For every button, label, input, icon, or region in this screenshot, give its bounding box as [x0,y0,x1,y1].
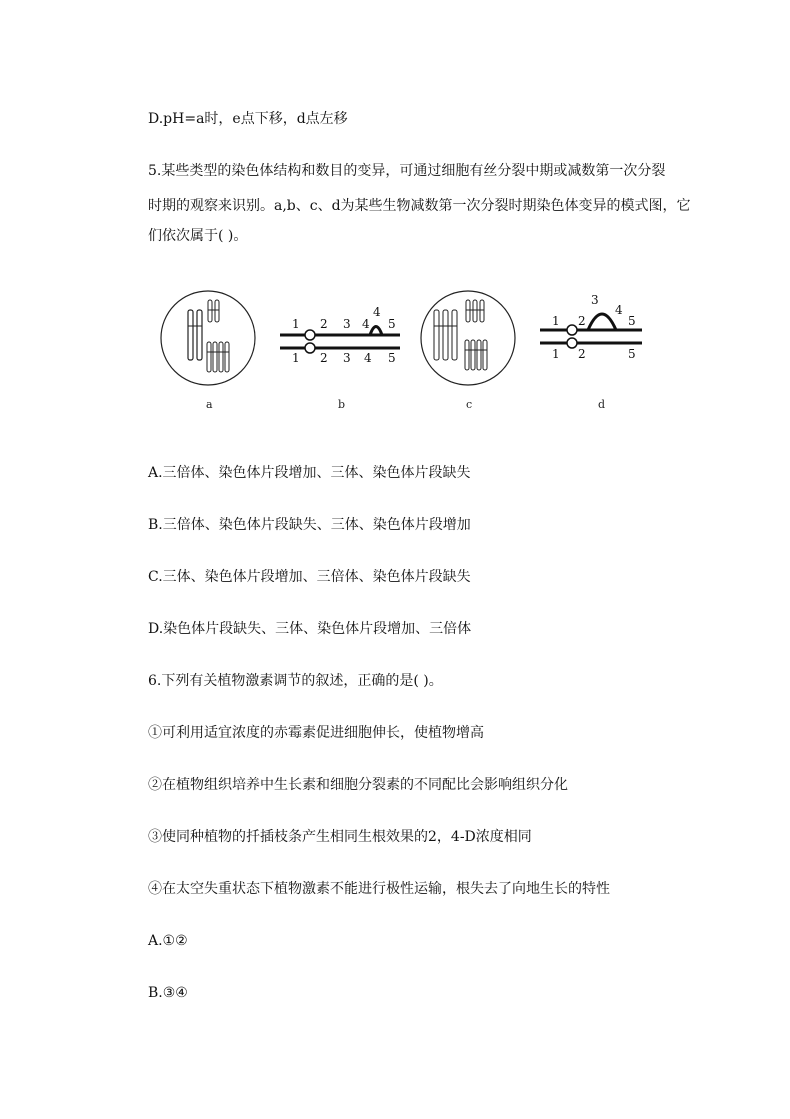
statement-1: ①可利用适宜浓度的赤霉素促进细胞伸长，使植物增高 [148,725,484,741]
b-bot-4: 4 [364,351,372,365]
b-top-4b: 4 [373,305,381,319]
d-bot-5: 5 [628,347,636,361]
option-a: A.三倍体、染色体片段增加、三体、染色体片段缺失 [148,465,471,481]
label-c: c [466,398,473,411]
d-top-5: 5 [628,314,636,328]
q6-option-b: B.③④ [148,985,188,1001]
b-bot-2: 2 [320,351,328,365]
d-top-3: 3 [591,293,599,307]
option-c: C.三体、染色体片段增加、三倍体、染色体片段缺失 [148,569,471,585]
b-bot-1: 1 [292,351,300,365]
question-5-line-1: 5.某些类型的染色体结构和数目的变异，可通过细胞有丝分裂中期或减数第一次分裂 [148,163,666,179]
label-b: b [338,398,346,411]
b-bot-5: 5 [388,351,396,365]
d-bot-1: 1 [552,347,560,361]
statement-3: ③使同种植物的扦插枝条产生相同生根效果的2，4-D浓度相同 [148,829,532,845]
question-5-line-3: 们依次属于( )。 [148,228,248,244]
label-d: d [598,398,606,411]
diagram-b [280,305,400,411]
chromosome-variation-figure [150,280,650,420]
option-d: D.染色体片段缺失、三体、染色体片段增加、三倍体 [148,621,472,637]
b-top-3: 3 [343,317,351,331]
d-bot-2: 2 [578,347,586,361]
statement-4: ④在太空失重状态下植物激素不能进行极性运输，根失去了向地生长的特性 [148,881,610,897]
cell-a [161,291,255,411]
option-b: B.三倍体、染色体片段缺失、三体、染色体片段增加 [148,517,471,533]
cell-c [421,291,515,411]
option-d-prev-question: D.pH=a时，e点下移，d点左移 [148,111,348,127]
question-6: 6.下列有关植物激素调节的叙述，正确的是( )。 [148,673,443,689]
b-top-2: 2 [320,317,328,331]
d-top-1: 1 [552,314,560,328]
b-top-4a: 4 [362,317,370,331]
statement-2: ②在植物组织培养中生长素和细胞分裂素的不同配比会影响组织分化 [148,777,568,793]
q6-option-a: A.①② [148,933,188,949]
label-a: a [206,398,213,411]
d-top-2: 2 [578,314,586,328]
d-top-4: 4 [615,303,623,317]
b-top-1: 1 [292,317,300,331]
question-5-line-2: 时期的观察来识别。a,b、c、d为某些生物减数第一次分裂时期染色体变异的模式图，它 [148,198,691,214]
b-top-5: 5 [388,317,396,331]
b-bot-3: 3 [343,351,351,365]
diagram-d [540,293,642,411]
